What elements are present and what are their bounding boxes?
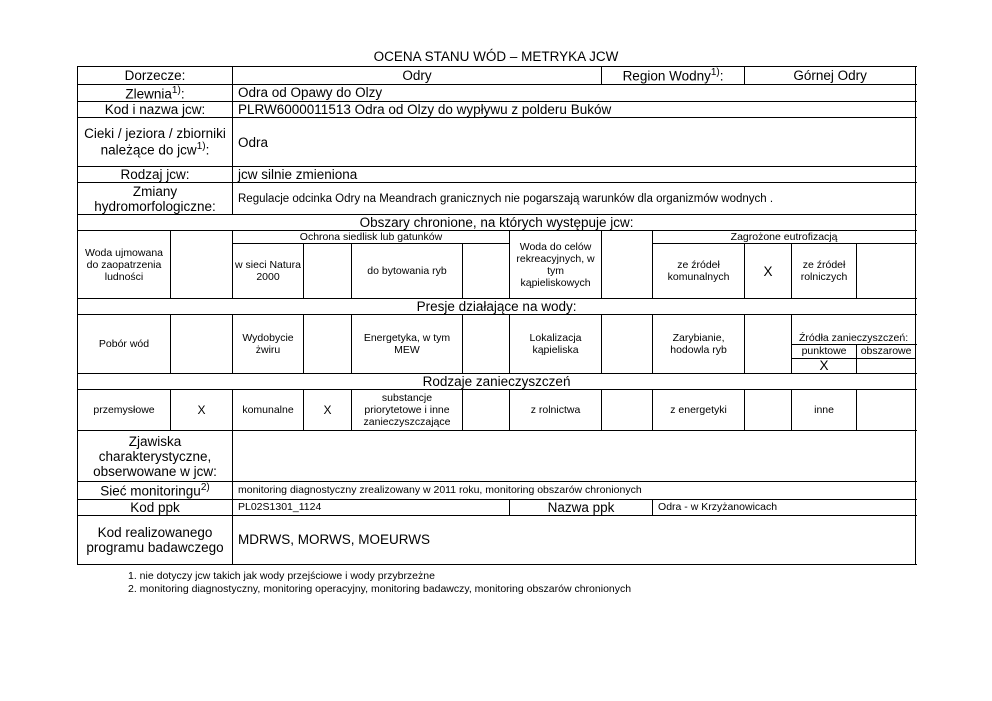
row-rodzaje-values (78, 390, 916, 431)
rodzaj-value: jcw silnie zmieniona (233, 167, 916, 183)
cieki-label: Cieki / jeziora / zbiorniki należące do jcw$^{1)}$: (78, 118, 233, 167)
ryby-label: do bytowania ryb (352, 244, 463, 299)
komunalne-label: ze źródeł komunalnych (653, 244, 745, 299)
nazwa-ppk-value: Odra - w Krzyżanowicach (653, 499, 916, 515)
siec-label: Sieć monitoringu$^{2)}$ (78, 482, 233, 500)
natura-mark (304, 244, 352, 299)
zarybianie-mark (745, 315, 792, 374)
row-rodzaje-header (78, 374, 916, 390)
rolnictwa-label: z rolnictwa (510, 390, 602, 431)
substancje-mark (463, 390, 510, 431)
zjawiska-label: Zjawiska charakterystyczne, obserwowane w jcw: (78, 431, 233, 482)
przemyslowe-label: przemysłowe (78, 390, 171, 431)
footnote-1: 1. nie dotyczy jcw takich jak wody przejściowe i wody przybrzeżne (128, 570, 435, 582)
substancje-label: substancje priorytetowe i inne zanieczyszczające (352, 390, 463, 431)
kod-ppk-value: PL02S1301_1124 (233, 499, 510, 515)
footnotes (128, 570, 631, 595)
region-value: Górnej Odry (745, 67, 916, 85)
wydobycie-mark (304, 315, 352, 374)
energetyka-label: Energetyka, w tym MEW (352, 315, 463, 374)
rolnicze-mark (857, 244, 916, 299)
rodzaje-header: Rodzaje zanieczyszczeń (78, 374, 916, 390)
kod-nazwa-label: Kod i nazwa jcw: (78, 102, 233, 118)
dorzecze-value: Odry (233, 67, 602, 85)
pobor-mark (171, 315, 233, 374)
obszarowe-cell (857, 345, 916, 374)
row-dorzecze (78, 67, 916, 85)
nazwa-ppk-label: Nazwa ppk (510, 499, 653, 515)
footnote-2: 2. monitoring diagnostyczny, monitoring operacyjny, monitoring badawczy, monitoring obszarów chronionych (128, 582, 632, 595)
komunalne-mark: X (745, 244, 792, 299)
row-siec (78, 482, 916, 500)
row-zmiany (78, 183, 916, 215)
woda-ujmowana-mark (171, 231, 233, 299)
row-presje-1 (78, 315, 916, 345)
region-label: Region Wodny$^{1)}$: (602, 67, 745, 85)
row-presje-header (78, 299, 916, 315)
inne-mark (857, 390, 916, 431)
kod-ppk-label: Kod ppk (78, 499, 233, 515)
rolnictwa-mark (602, 390, 653, 431)
komunalne-zan-mark: X (304, 390, 352, 431)
presje-header: Presje działające na wody: (78, 299, 916, 315)
wydobycie-label: Wydobycie żwiru (233, 315, 304, 374)
obszarowe-mark (857, 359, 915, 373)
row-obszary-subheader (78, 231, 916, 244)
row-cieki (78, 118, 916, 167)
rolnicze-label: ze źródeł rolniczych (792, 244, 857, 299)
eutro-header: Zagrożone eutrofizacją (653, 231, 916, 244)
lokalizacja-label: Lokalizacja kąpieliska (510, 315, 602, 374)
row-program (78, 515, 916, 564)
zrodla-header: Źródła zanieczyszczeń: (792, 315, 916, 345)
row-zjawiska (78, 431, 916, 482)
zlewnia-label: Zlewnia$^{1)}$: (78, 84, 233, 102)
kod-nazwa-value: PLRW6000011513 Odra od Olzy do wypływu z polderu Buków (233, 102, 916, 118)
przemyslowe-mark: X (171, 390, 233, 431)
ochrona-header: Ochrona siedlisk lub gatunków (233, 231, 510, 244)
zmiany-value: Regulacje odcinka Odry na Meandrach granicznych nie pogarszają warunków dla organizmów wodnych . (233, 183, 916, 215)
zjawiska-value (233, 431, 916, 482)
row-kod-nazwa (78, 102, 916, 118)
inne-label: inne (792, 390, 857, 431)
zmiany-label: Zmiany hydromorfologiczne: (78, 183, 233, 215)
energetyka-mark (463, 315, 510, 374)
row-ppk (78, 499, 916, 515)
ryby-mark (463, 244, 510, 299)
page-title: OCENA STANU WÓD – METRYKA JCW (373, 49, 619, 64)
energetyki-label: z energetyki (653, 390, 745, 431)
komunalne-zan-label: komunalne (233, 390, 304, 431)
program-label: Kod realizowanego programu badawczego (78, 515, 233, 564)
dorzecze-label: Dorzecze: (78, 67, 233, 85)
natura-label: w sieci Natura 2000 (233, 244, 304, 299)
program-value: MDRWS, MORWS, MOEURWS (233, 515, 916, 564)
zlewnia-value: Odra od Opawy do Olzy (233, 84, 916, 102)
punktowe-mark: X (819, 358, 829, 373)
woda-celow-mark (602, 231, 653, 299)
punktowe-label: punktowe (792, 345, 856, 359)
row-rodzaj (78, 167, 916, 183)
pobor-label: Pobór wód (78, 315, 171, 374)
siec-value: monitoring diagnostyczny zrealizowany w 2011 roku, monitoring obszarów chronionych (233, 482, 916, 500)
cieki-value: Odra (233, 118, 916, 167)
obszary-header: Obszary chronione, na których występuje jcw: (78, 215, 916, 231)
woda-celow: Woda do celów rekreacyjnych, w tym kąpieliskowych (510, 231, 602, 299)
row-obszary-header (78, 215, 916, 231)
row-zlewnia (78, 84, 916, 102)
punktowe-cell (792, 345, 857, 374)
zarybianie-label: Zarybianie, hodowla ryb (653, 315, 745, 374)
obszarowe-label: obszarowe (857, 345, 915, 359)
woda-ujmowana: Woda ujmowana do zaopatrzenia ludności (78, 231, 171, 299)
rodzaj-label: Rodzaj jcw: (78, 167, 233, 183)
metryka-table (77, 66, 916, 565)
lokalizacja-mark (602, 315, 653, 374)
energetyki-mark (745, 390, 792, 431)
